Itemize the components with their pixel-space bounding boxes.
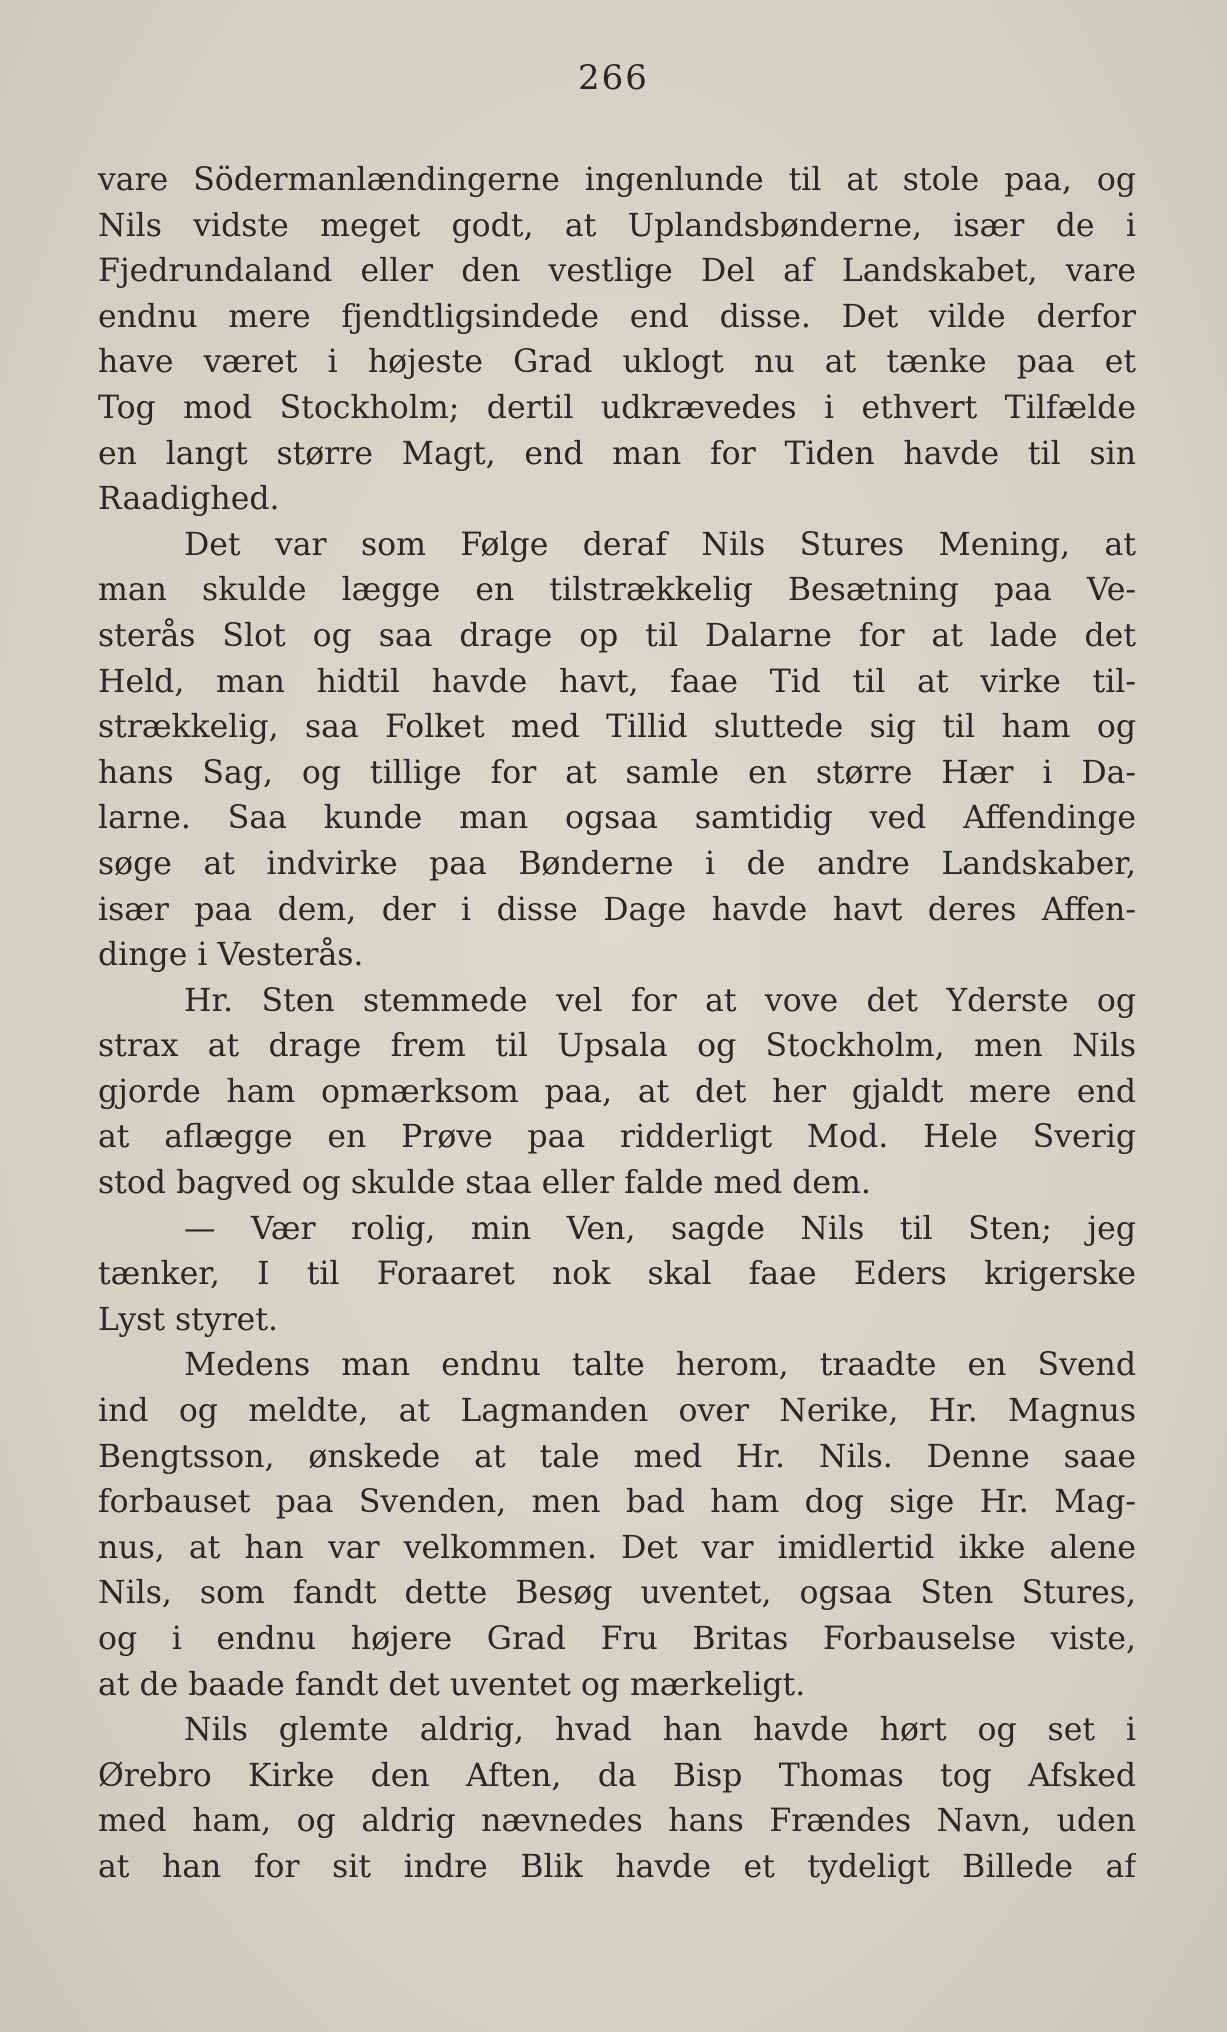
text-line: Lyst styret. bbox=[98, 1301, 278, 1338]
text-line: nus, at han var velkommen. Det var imidlertid ikke alene bbox=[98, 1529, 1136, 1566]
text-line: Fjedrundaland eller den vestlige Del af Landskabet, vare bbox=[98, 253, 1136, 290]
text-line: Medens man endnu talte herom, traadte en Svend bbox=[184, 1347, 1136, 1384]
body-text bbox=[98, 158, 1136, 1891]
text-line: med ham, og aldrig nævnedes hans Frændes Navn, uden bbox=[98, 1803, 1136, 1840]
text-line: og i endnu højere Grad Fru Britas Forbauselse viste, bbox=[98, 1621, 1136, 1657]
text-line: Nils, som fandt dette Besøg uventet, ogsaa Sten Stures, bbox=[98, 1575, 1136, 1612]
text-line: en langt større Magt, end man for Tiden havde til sin bbox=[98, 435, 1136, 472]
text-line: strax at drage frem til Upsala og Stockholm, men Nils bbox=[98, 1028, 1136, 1065]
text-line: Held, man hidtil havde havt, faae Tid til at virke til- bbox=[98, 663, 1136, 700]
text-line: endnu mere fjendtligsindede end disse. Det vilde derfor bbox=[98, 298, 1136, 335]
text-line: Hr. Sten stemmede vel for at vove det Yderste og bbox=[184, 982, 1136, 1019]
text-line: at han for sit indre Blik havde et tydeligt Billede af bbox=[98, 1848, 1136, 1885]
text-line: søge at indvirke paa Bønderne i de andre Landskaber, bbox=[98, 845, 1136, 882]
text-line: hans Sag, og tillige for at samle en større Hær i Da- bbox=[98, 754, 1136, 791]
text-line: især paa dem, der i disse Dage havde havt deres Affen- bbox=[98, 891, 1136, 928]
text-line: vare Södermanlændingerne ingenlunde til at stole paa, og bbox=[98, 162, 1136, 198]
text-line: larne. Saa kunde man ogsaa samtidig ved Affendinge bbox=[98, 800, 1136, 837]
text-line: have været i højeste Grad uklogt nu at tænke paa et bbox=[98, 344, 1136, 381]
text-line: at aflægge en Prøve paa ridderligt Mod. Hele Sverig bbox=[98, 1119, 1136, 1156]
text-line: tænker, I til Foraaret nok skal faae Eders krigerske bbox=[98, 1256, 1136, 1293]
text-line: — Vær rolig, min Ven, sagde Nils til Sten; jeg bbox=[184, 1210, 1136, 1247]
text-line: Raadighed. bbox=[98, 481, 280, 518]
text-line: Tog mod Stockholm; dertil udkrævedes i ethvert Tilfælde bbox=[98, 389, 1136, 426]
text-line: strækkelig, saa Folket med Tillid sluttede sig til ham og bbox=[98, 709, 1136, 746]
text-line: gjorde ham opmærksom paa, at det her gjaldt mere end bbox=[98, 1073, 1136, 1110]
text-line: dinge i Vesterås. bbox=[98, 937, 364, 974]
text-line: forbauset paa Svenden, men bad ham dog sige Hr. Mag- bbox=[98, 1484, 1136, 1521]
text-line: Nils glemte aldrig, hvad han havde hørt og set i bbox=[184, 1712, 1136, 1749]
text-line: Ørebro Kirke den Aften, da Bisp Thomas tog Afsked bbox=[98, 1757, 1136, 1794]
text-line: Det var som Følge deraf Nils Stures Mening, at bbox=[184, 526, 1136, 563]
text-line: ind og meldte, at Lagmanden over Nerike, Hr. Magnus bbox=[98, 1393, 1136, 1430]
text-line: Nils vidste meget godt, at Uplandsbønderne, især de i bbox=[98, 207, 1136, 244]
page-number: 266 bbox=[578, 58, 649, 98]
text-line: stod bagved og skulde staa eller falde med dem. bbox=[98, 1165, 871, 1202]
text-line: man skulde lægge en tilstrækkelig Besætning paa Ve- bbox=[98, 572, 1136, 609]
text-line: Bengtsson, ønskede at tale med Hr. Nils. Denne saae bbox=[98, 1438, 1136, 1475]
text-line: at de baade fandt det uventet og mærkeligt. bbox=[98, 1666, 806, 1703]
text-line: sterås Slot og saa drage op til Dalarne for at lade det bbox=[98, 617, 1136, 654]
